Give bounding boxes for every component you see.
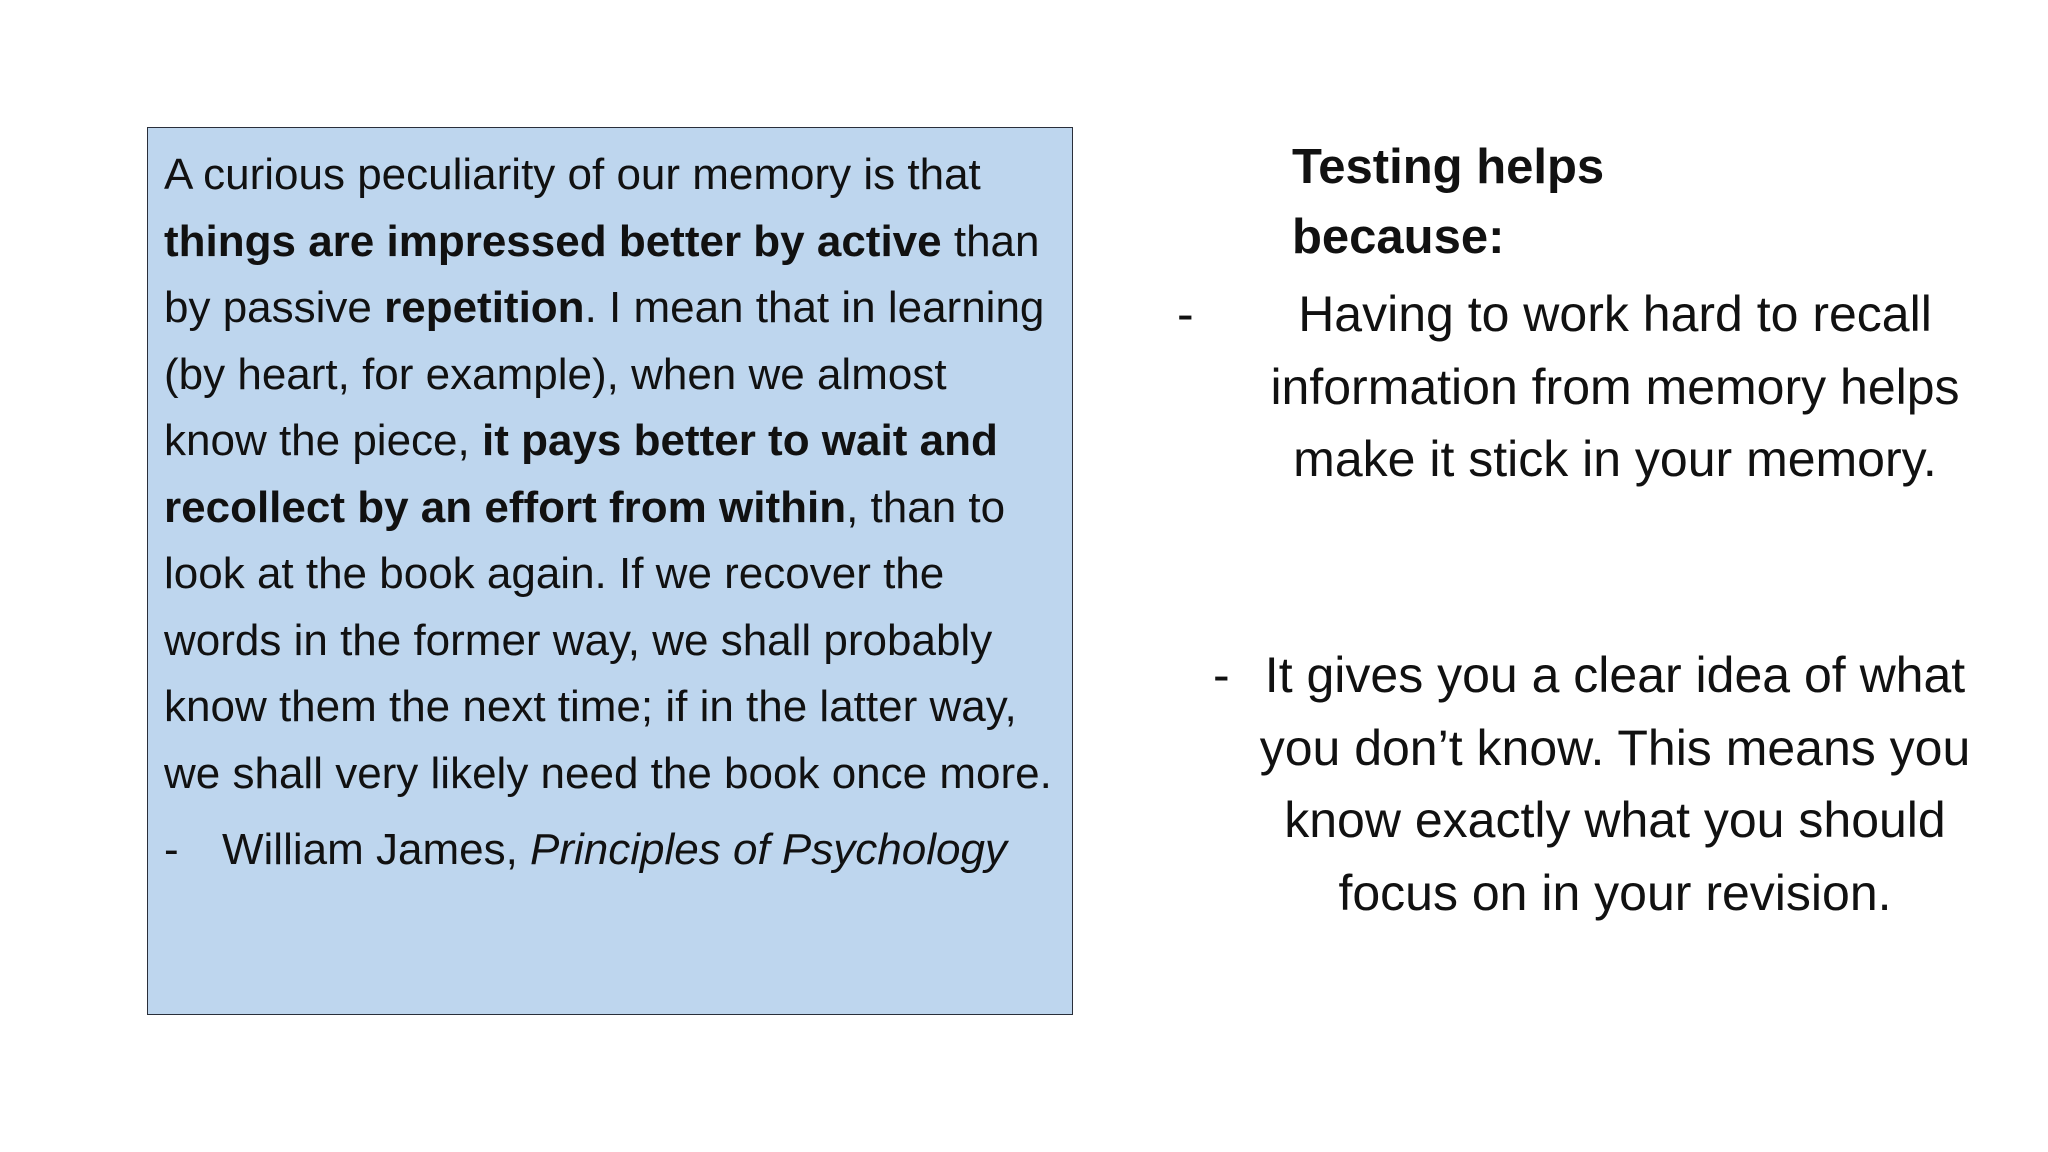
- quote-text: [164, 142, 1054, 807]
- benefits-heading: Testing helps because:: [1292, 140, 1605, 264]
- attribution-author: William James,: [222, 825, 531, 874]
- bullet-dash: -: [1177, 286, 1194, 342]
- benefit-bullet-gaps: It gives you a clear idea of what you don’t know. This means you know exactly what you should focus on in your revision.: [1259, 647, 1971, 921]
- bullet-dash: -: [1213, 647, 1230, 703]
- quote-segment-bold: things are impressed better by active: [164, 216, 942, 266]
- quote-box: [147, 127, 1073, 1015]
- quote-segment: , than to look at the book again. If we recover the words in the former way, we shall probably know them the next time; if in the latter way, we shall very likely need the book once more.: [164, 482, 1052, 798]
- quote-segment-bold: repetition: [384, 283, 585, 332]
- attribution-book-title: Principles of Psychology: [530, 825, 1007, 874]
- quote-attribution: [164, 817, 1054, 883]
- quote-segment: . I mean that in learning (by heart, for example), when we almost know the piece,: [164, 283, 1045, 465]
- quote-segment: than by passive: [164, 216, 1040, 332]
- benefit-bullet-recall: Having to work hard to recall information from memory helps make it stick in your memory.: [1270, 286, 1960, 487]
- quote-segment: A curious peculiarity of our memory is that: [164, 150, 981, 199]
- quote-segment-bold: it pays better to wait and recollect by an effort from within: [164, 416, 998, 532]
- attribution-dash: -: [164, 825, 179, 874]
